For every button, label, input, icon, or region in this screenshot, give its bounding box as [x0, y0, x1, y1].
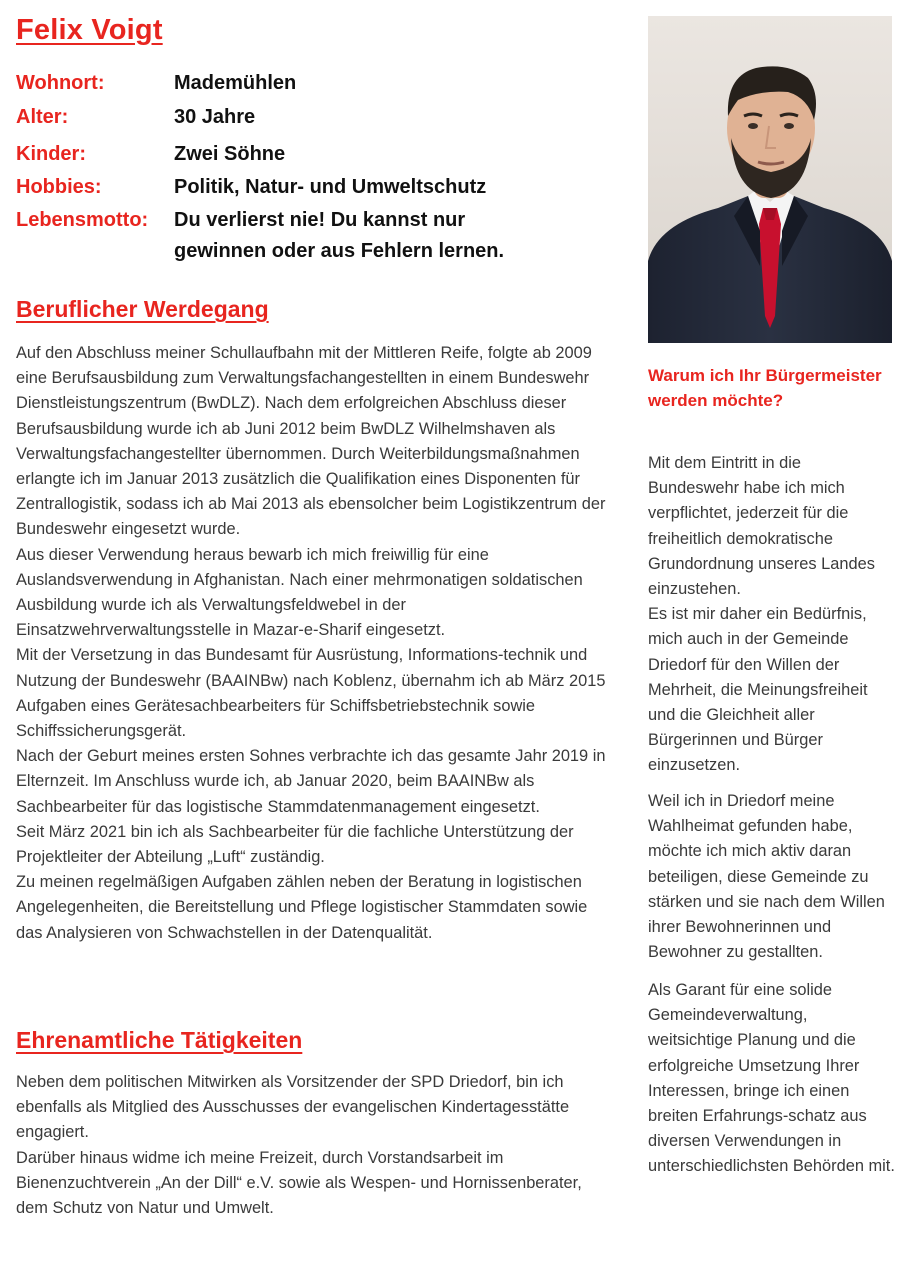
fact-label: Wohnort:	[16, 72, 105, 94]
fact-value: Du verlierst nie! Du kannst nur gewinnen oder aus Fehlern lernen.	[174, 209, 505, 262]
career-paragraph: Nach der Geburt meines ersten Sohnes verbrachte ich das gesamte Jahr 2019 in Elternzeit. Im Anschluss wurde ich, ab Januar 2020, beim BAAINBw als Sachbearbeiter für das logistische Stammdatenmanagement eingesetzt.	[16, 747, 606, 816]
volunteer-paragraph: Neben dem politischen Mitwirken als Vorsitzender der SPD Driedorf, bin ich ebenfalls als Mitglied des Ausschusses der evangelischen Kindertagesstätte engagiert.	[16, 1073, 570, 1142]
career-paragraph: Mit der Versetzung in das Bundesamt für Ausrüstung, Informations-technik und Nutzung der Bundeswehr (BAAINBw) nach Koblenz, übernahm ich ab März 2015 Aufgaben eines Gerätesachbearbeiters für Schiffsbetriebstechnik sowie Schiffssicherungsgerät.	[16, 646, 606, 741]
fact-motto	[16, 205, 616, 267]
career-text	[16, 341, 616, 946]
sidebar-paragraph: Als Garant für eine solide Gemeindeverwaltung, weitsichtige Planung und die erfolgreiche Umsetzung Ihrer Interessen, bringe ich einen breiten Erfahrungs-schatz aus diversen Verwendungen in unterschiedlichsten Behörden mit.	[648, 981, 895, 1176]
fact-label: Lebensmotto:	[16, 209, 149, 231]
career-paragraph: Zu meinen regelmäßigen Aufgaben zählen neben der Beratung in logistischen Angelegenheiten, die Bereitstellung und Pflege logistischer Stammdaten sowie das Analysieren von Schwachstellen in der Datenqualität.	[16, 873, 588, 942]
career-paragraph: Aus dieser Verwendung heraus bewarb ich mich freiwillig für eine Auslandsverwendung in Afghanistan. Nach einer mehrmonatigen soldatischen Ausbildung wurde ich als Verwaltungsfeldwebel in der Einsatzwehrverwaltungsstelle in Mazar-e-Sharif eingesetzt.	[16, 545, 583, 640]
sidebar-heading: Warum ich Ihr Bürgermeister werden möchte?	[648, 366, 882, 410]
sidebar-paragraph: Es ist mir daher ein Bedürfnis, mich auch in der Gemeinde Driedorf für den Willen der Mehrheit, die Meinungsfreiheit und die Gleichheit aller Bürgerinnen und Bürger einzusetzen.	[648, 605, 868, 775]
sidebar-block	[648, 978, 896, 1180]
candidate-portrait	[648, 16, 892, 343]
fact-children	[16, 139, 616, 170]
volunteer-heading: Ehrenamtliche Tätigkeiten	[16, 1027, 303, 1053]
fact-label: Alter:	[16, 106, 69, 128]
career-paragraph: Auf den Abschluss meiner Schullaufbahn mit der Mittleren Reife, folgte ab 2009 eine Berufsausbildung zum Verwaltungsfachangestellten in einem Bundeswehr Dienstleistungszentrum (BwDLZ). Nach dem erfolgreichen Abschluss dieser Berufsausbildung wurde ich ab Juni 2012 beim BwDLZ Wilhelmshaven als Verwaltungsfachangestellter übernommen. Durch Weiterbildungsmaßnahmen erlangte ich im Januar 2013 zusätzlich die Qualifikation eines Disponenten für Zentrallogistik, sodass ich ab Mai 2013 als ebensolcher beim Logistikzentrum der Bundeswehr eingesetzt wurde.	[16, 344, 606, 539]
fact-age	[16, 102, 616, 133]
fact-value: Politik, Natur- und Umweltschutz	[174, 176, 487, 198]
volunteer-text	[16, 1070, 616, 1221]
career-paragraph: Seit März 2021 bin ich als Sachbearbeiter für die fachliche Unterstützung der Projektleiter der Abteilung „Luft“ zuständig.	[16, 822, 574, 867]
fact-residence	[16, 68, 616, 99]
fact-value: Mademühlen	[174, 72, 297, 94]
sidebar-paragraph: Mit dem Eintritt in die Bundeswehr habe ich mich verpflichtet, jederzeit für die freiheitlich demokratische Grundordnung unseres Landes einzustehen.	[648, 454, 875, 599]
personal-facts	[16, 68, 616, 267]
fact-label: Kinder:	[16, 143, 86, 165]
candidate-name: Felix Voigt	[16, 14, 163, 46]
career-heading: Beruflicher Werdegang	[16, 296, 269, 322]
sidebar-block	[648, 451, 896, 779]
fact-value: Zwei Söhne	[174, 143, 286, 165]
sidebar-block	[648, 789, 896, 965]
fact-value: 30 Jahre	[174, 106, 256, 128]
fact-label: Hobbies:	[16, 176, 102, 198]
sidebar-paragraph: Weil ich in Driedorf meine Wahlheimat gefunden habe, möchte ich mich aktiv daran beteiligen, diese Gemeinde zu stärken und sie nach dem Willen ihrer Bewohnerinnen und Bewohner zu gestallten.	[648, 792, 885, 962]
volunteer-paragraph: Darüber hinaus widme ich meine Freizeit, durch Vorstandsarbeit im Bienenzuchtverein „An der Dill“ e.V. sowie als Wespen- und Hornissenberater, dem Schutz von Natur und Umwelt.	[16, 1148, 582, 1218]
fact-hobbies	[16, 172, 616, 203]
